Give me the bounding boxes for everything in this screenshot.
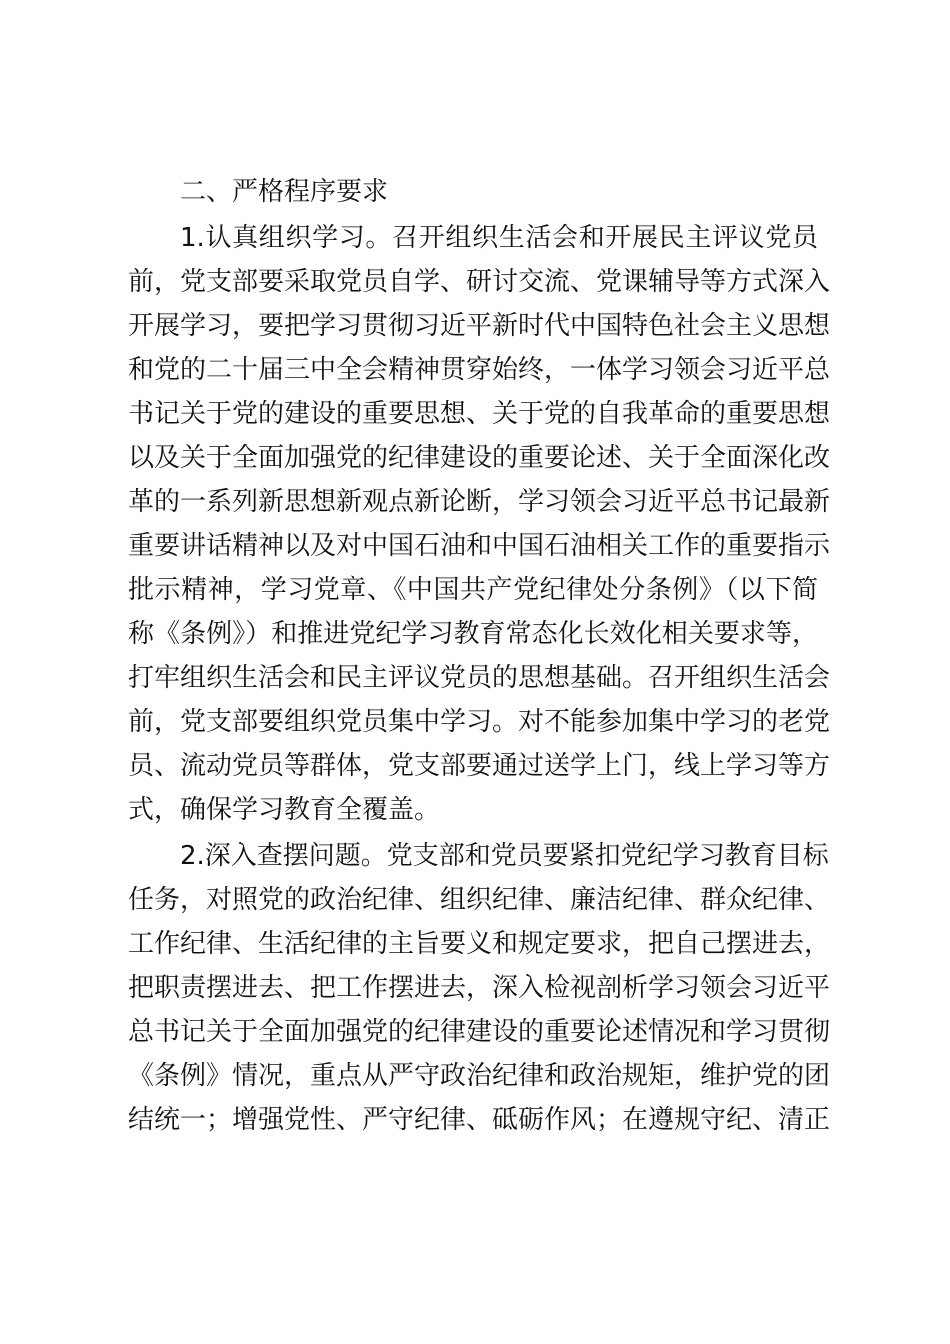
paragraph-2-line: 总书记关于全面加强党的纪律建设的重要论述情况和学习贯彻	[128, 1017, 831, 1047]
paragraph-1-line: 以及关于全面加强党的纪律建设的重要论述、关于全面深化改	[128, 443, 831, 473]
paragraph-1-line: 革的一系列新思想新观点新论断，学习领会习近平总书记最新	[128, 487, 831, 517]
paragraph-1-line: 开展学习，要把学习贯彻习近平新时代中国特色社会主义思想	[128, 311, 831, 341]
paragraph-2-line: 工作纪律、生活纪律的主旨要义和规定要求，把自己摆进去，	[128, 929, 831, 959]
paragraph-1-line: 和党的二十届三中全会精神贯穿始终，一体学习领会习近平总	[128, 355, 831, 385]
paragraph-1-line: 打牢组织生活会和民主评议党员的思想基础。召开组织生活会	[128, 663, 831, 693]
paragraph-1-line: 称《条例》）和推进党纪学习教育常态化长效化相关要求等，	[128, 619, 818, 649]
paragraph-1-line: 1.认真组织学习。召开组织生活会和开展民主评议党员	[180, 223, 818, 253]
paragraph-1-line: 前，党支部要组织党员集中学习。对不能参加集中学习的老党	[128, 707, 831, 737]
paragraph-1-line: 书记关于党的建设的重要思想、关于党的自我革命的重要思想	[128, 399, 831, 429]
paragraph-2-line: 把职责摆进去、把工作摆进去，深入检视剖析学习领会习近平	[128, 973, 831, 1003]
paragraph-1-line: 批示精神，学习党章、《中国共产党纪律处分条例》（以下简	[128, 575, 818, 605]
paragraph-2-line: 结统一；增强党性、严守纪律、砥砺作风；在遵规守纪、清正	[128, 1105, 831, 1135]
section-heading: 二、严格程序要求	[180, 177, 389, 207]
paragraph-1-line: 前，党支部要采取党员自学、研讨交流、党课辅导等方式深入	[128, 267, 831, 297]
paragraph-1-line: 式，确保学习教育全覆盖。	[128, 795, 441, 825]
paragraph-2-line: 2.深入查摆问题。党支部和党员要紧扣党纪学习教育目标	[180, 841, 829, 871]
paragraph-2-line: 任务，对照党的政治纪律、组织纪律、廉洁纪律、群众纪律、	[128, 885, 831, 915]
paragraph-2-line: 《条例》情况，重点从严守政治纪律和政治规矩，维护党的团	[128, 1061, 831, 1091]
paragraph-1-line: 重要讲话精神以及对中国石油和中国石油相关工作的重要指示	[128, 531, 831, 561]
paragraph-1-line: 员、流动党员等群体，党支部要通过送学上门，线上学习等方	[128, 751, 831, 781]
